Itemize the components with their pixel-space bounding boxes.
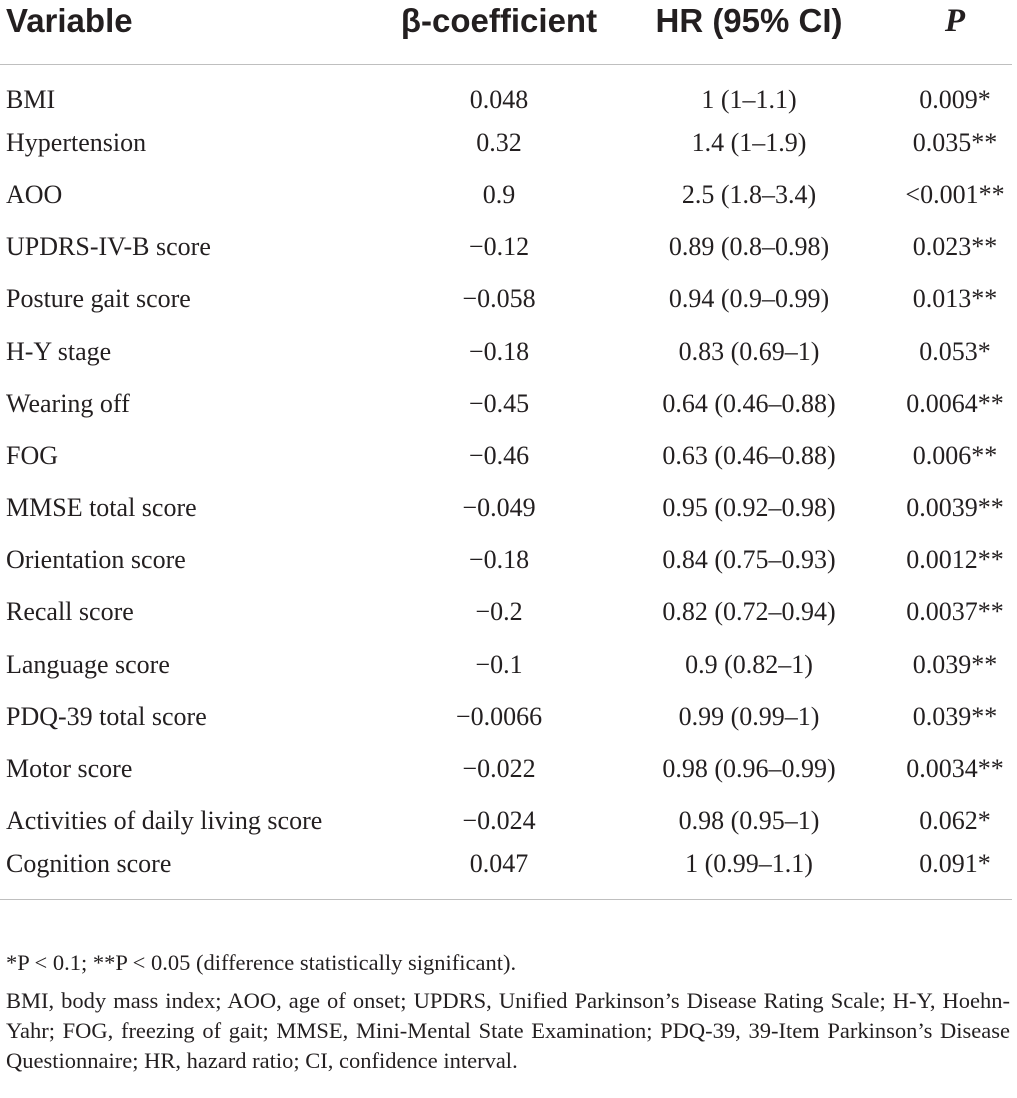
cell-beta-coefficient: 0.047 <box>398 847 600 899</box>
header-variable: Variable <box>0 0 398 65</box>
table-row <box>0 482 1012 534</box>
cell-beta-coefficient: −0.0066 <box>455 701 543 731</box>
cell-variable: Hypertension <box>6 127 147 157</box>
table-row <box>0 691 1012 743</box>
table-row <box>0 795 1012 847</box>
cell-hazard-ratio: 0.84 (0.75–0.93) <box>662 545 836 575</box>
cell-hazard-ratio: 1 (0.99–1.1) <box>600 847 898 899</box>
cell-p-value: 0.035** <box>912 127 998 157</box>
cell-hazard-ratio: 2.5 (1.8–3.4) <box>681 179 817 209</box>
cell-beta-coefficient: −0.18 <box>468 336 530 366</box>
cell-hazard-ratio: 0.89 (0.8–0.98) <box>668 232 830 262</box>
cell-variable: Wearing off <box>6 388 130 418</box>
cell-p-value: <0.001** <box>905 179 1005 209</box>
abbreviations-footnote: BMI, body mass index; AOO, age of onset; UPDRS, Unified Parkinson’s Disease Rating Scale; H-Y, Hoehn-Yahr; FOG, freezing of gait; MMSE, Mini-Mental State Examination; PDQ-39, 39-Item Parkinson’s Disease Questionnaire; HR, hazard ratio; CI, confidence interval. <box>6 988 1010 1073</box>
cell-variable: PDQ-39 total score <box>6 701 207 731</box>
table-row <box>0 117 1012 169</box>
cell-hazard-ratio: 0.94 (0.9–0.99) <box>668 284 830 314</box>
significance-footnote: *P < 0.1; **P < 0.05 (difference statistically significant). <box>6 950 517 975</box>
table-row <box>0 586 1012 638</box>
table-body <box>0 65 1012 900</box>
cell-beta-coefficient: −0.45 <box>468 388 530 418</box>
cell-p-value: 0.0034** <box>906 754 1004 784</box>
cell-p-value: 0.013** <box>912 284 998 314</box>
table-row <box>0 743 1012 795</box>
table-row <box>0 639 1012 691</box>
cell-p-value: 0.0064** <box>906 388 1004 418</box>
table-row <box>0 534 1012 586</box>
cell-hazard-ratio: 0.64 (0.46–0.88) <box>662 388 836 418</box>
cell-hazard-ratio: 0.98 (0.96–0.99) <box>662 754 836 784</box>
cell-variable: FOG <box>6 440 59 470</box>
table-header-row <box>0 0 1012 65</box>
cell-p-value: 0.053* <box>919 336 991 366</box>
cell-beta-coefficient: −0.024 <box>462 806 536 836</box>
cell-variable: MMSE total score <box>6 493 197 523</box>
cell-hazard-ratio: 0.9 (0.82–1) <box>685 649 813 679</box>
cell-p-value: 0.039** <box>912 649 998 679</box>
cell-hazard-ratio: 0.83 (0.69–1) <box>678 336 820 366</box>
cell-hazard-ratio: 0.82 (0.72–0.94) <box>662 597 836 627</box>
header-p-value: P <box>898 0 1012 65</box>
cell-beta-coefficient: −0.2 <box>475 597 523 627</box>
cell-hazard-ratio: 1.4 (1–1.9) <box>691 127 807 157</box>
cell-p-value: 0.023** <box>912 232 998 262</box>
cell-p-value: 0.039** <box>912 701 998 731</box>
cell-p-value: 0.091* <box>898 847 1012 899</box>
cell-hazard-ratio: 0.95 (0.92–0.98) <box>662 493 836 523</box>
cell-p-value: 0.062* <box>919 806 991 836</box>
cell-beta-coefficient: −0.058 <box>462 284 536 314</box>
cell-variable: BMI <box>6 84 56 114</box>
table-row <box>0 65 1012 117</box>
cell-p-value: 0.009* <box>919 84 991 114</box>
cell-hazard-ratio: 0.99 (0.99–1) <box>678 701 820 731</box>
table-row <box>0 847 1012 899</box>
cell-variable: Posture gait score <box>6 284 191 314</box>
cell-beta-coefficient: −0.18 <box>468 545 530 575</box>
cell-hazard-ratio: 0.63 (0.46–0.88) <box>662 440 836 470</box>
cell-hazard-ratio: 1 (1–1.1) <box>701 84 797 114</box>
table-row <box>0 273 1012 325</box>
table-row <box>0 325 1012 377</box>
cell-beta-coefficient: −0.022 <box>462 754 536 784</box>
cell-variable: Recall score <box>6 597 134 627</box>
cell-beta-coefficient: −0.049 <box>462 493 536 523</box>
cell-variable: Motor score <box>6 754 133 784</box>
cell-p-value: 0.0037** <box>906 597 1004 627</box>
header-beta-coefficient: β-coefficient <box>398 0 600 65</box>
cell-variable: Activities of daily living score <box>6 806 323 836</box>
cell-variable: Orientation score <box>6 545 186 575</box>
cell-beta-coefficient: 0.048 <box>469 84 529 114</box>
header-hazard-ratio: HR (95% CI) <box>600 0 898 65</box>
cell-variable: Cognition score <box>0 847 398 899</box>
cell-beta-coefficient: 0.9 <box>482 179 516 209</box>
cell-beta-coefficient: 0.32 <box>476 127 522 157</box>
cell-variable: AOO <box>6 179 63 209</box>
table-row <box>0 169 1012 221</box>
table-row <box>0 378 1012 430</box>
table-row <box>0 430 1012 482</box>
table-row <box>0 221 1012 273</box>
cell-variable: UPDRS-IV-B score <box>6 232 211 262</box>
cell-variable: Language score <box>6 649 170 679</box>
table-footnotes <box>6 948 1010 1076</box>
cell-beta-coefficient: −0.1 <box>475 649 523 679</box>
cell-variable: H-Y stage <box>6 336 112 366</box>
cell-beta-coefficient: −0.12 <box>468 232 530 262</box>
cell-p-value: 0.0012** <box>906 545 1004 575</box>
cell-p-value: 0.006** <box>912 440 998 470</box>
cell-p-value: 0.0039** <box>906 493 1004 523</box>
cell-hazard-ratio: 0.98 (0.95–1) <box>678 806 820 836</box>
cell-beta-coefficient: −0.46 <box>468 440 530 470</box>
